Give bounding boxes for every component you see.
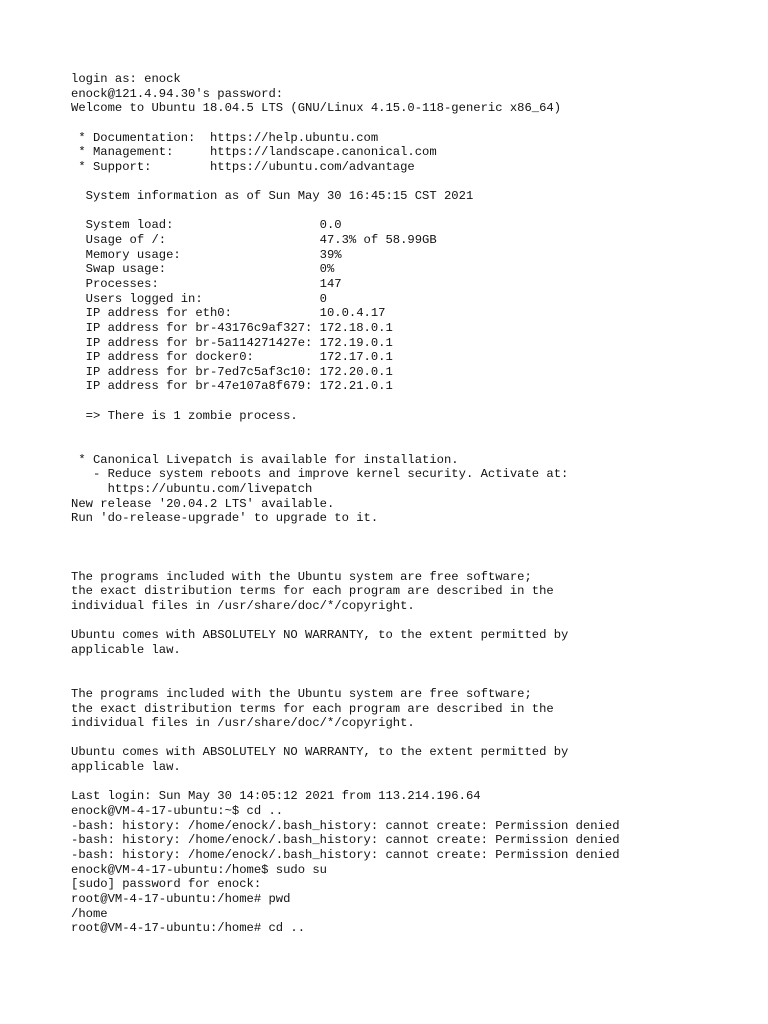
terminal-line: Welcome to Ubuntu 18.04.5 LTS (GNU/Linux 4.15.0-118-generic x86_64) <box>71 101 562 116</box>
terminal-line: individual files in /usr/share/doc/*/copyright. <box>71 599 415 614</box>
terminal-line: IP address for br-7ed7c5af3c10: 172.20.0.1 <box>71 364 393 379</box>
terminal-line: /home <box>71 906 108 921</box>
terminal-line: login as: enock <box>71 72 181 86</box>
terminal-line: Ubuntu comes with ABSOLUTELY NO WARRANTY, to the extent permitted by <box>71 628 569 643</box>
terminal-line: * Documentation: https://help.ubuntu.com <box>71 130 379 145</box>
terminal-line: the exact distribution terms for each program are described in the <box>71 701 554 716</box>
terminal-line: [sudo] password for enock: <box>71 877 262 892</box>
terminal-line: -bash: history: /home/enock/.bash_history: cannot create: Permission denied <box>71 818 620 833</box>
terminal-line <box>71 658 751 673</box>
terminal-line: The programs included with the Ubuntu system are free software; <box>71 569 532 584</box>
terminal-line: IP address for docker0: 172.17.0.1 <box>71 350 393 365</box>
terminal-line: root@VM-4-17-ubuntu:/home# cd .. <box>71 921 306 936</box>
terminal-line <box>71 526 751 541</box>
terminal-line <box>71 731 751 746</box>
terminal-line: enock@VM-4-17-ubuntu:~$ cd .. <box>71 804 284 819</box>
terminal-line: applicable law. <box>71 642 181 657</box>
terminal-line <box>71 614 751 629</box>
terminal-line: IP address for br-47e107a8f679: 172.21.0.1 <box>71 379 393 394</box>
terminal-line: System information as of Sun May 30 16:45:15 CST 2021 <box>71 189 474 204</box>
terminal-line <box>71 555 751 570</box>
terminal-output[interactable] <box>71 72 751 936</box>
terminal-line <box>71 541 751 556</box>
terminal-line: - Reduce system reboots and improve kernel security. Activate at: <box>71 467 569 482</box>
terminal-line: enock@VM-4-17-ubuntu:/home$ sudo su <box>71 862 327 877</box>
terminal-line: * Support: https://ubuntu.com/advantage <box>71 159 415 174</box>
terminal-line: => There is 1 zombie process. <box>71 408 298 423</box>
terminal-line <box>71 116 751 131</box>
terminal-line <box>71 423 751 438</box>
terminal-line: System load: 0.0 <box>71 218 342 233</box>
terminal-line: IP address for br-43176c9af327: 172.18.0.1 <box>71 320 393 335</box>
terminal-line <box>71 775 751 790</box>
terminal-line: IP address for br-5a114271427e: 172.19.0.1 <box>71 335 393 350</box>
terminal-line: Users logged in: 0 <box>71 291 327 306</box>
terminal-line <box>71 394 751 409</box>
terminal-line <box>71 438 751 453</box>
terminal-line: * Management: https://landscape.canonical.com <box>71 145 437 160</box>
terminal-line: Processes: 147 <box>71 276 342 291</box>
terminal-line: individual files in /usr/share/doc/*/copyright. <box>71 716 415 731</box>
terminal-line: Swap usage: 0% <box>71 262 335 277</box>
terminal-line: the exact distribution terms for each program are described in the <box>71 584 554 599</box>
terminal-line: root@VM-4-17-ubuntu:/home# pwd <box>71 891 291 906</box>
terminal-line: The programs included with the Ubuntu system are free software; <box>71 686 532 701</box>
terminal-line: -bash: history: /home/enock/.bash_history: cannot create: Permission denied <box>71 847 620 862</box>
terminal-line: https://ubuntu.com/livepatch <box>71 481 313 496</box>
terminal-line: IP address for eth0: 10.0.4.17 <box>71 306 386 321</box>
terminal-line: Ubuntu comes with ABSOLUTELY NO WARRANTY, to the extent permitted by <box>71 745 569 760</box>
terminal-line: Last login: Sun May 30 14:05:12 2021 from 113.214.196.64 <box>71 789 481 804</box>
terminal-line <box>71 204 751 219</box>
terminal-line <box>71 174 751 189</box>
terminal-line: Usage of /: 47.3% of 58.99GB <box>71 233 437 248</box>
terminal-line: New release '20.04.2 LTS' available. <box>71 496 335 511</box>
terminal-line: -bash: history: /home/enock/.bash_history: cannot create: Permission denied <box>71 833 620 848</box>
terminal-line: applicable law. <box>71 760 181 775</box>
terminal-line: Run 'do-release-upgrade' to upgrade to it. <box>71 511 379 526</box>
terminal-line: * Canonical Livepatch is available for installation. <box>71 452 459 467</box>
terminal-line <box>71 672 751 687</box>
terminal-line: enock@121.4.94.30's password: <box>71 86 284 101</box>
terminal-line: Memory usage: 39% <box>71 247 342 262</box>
